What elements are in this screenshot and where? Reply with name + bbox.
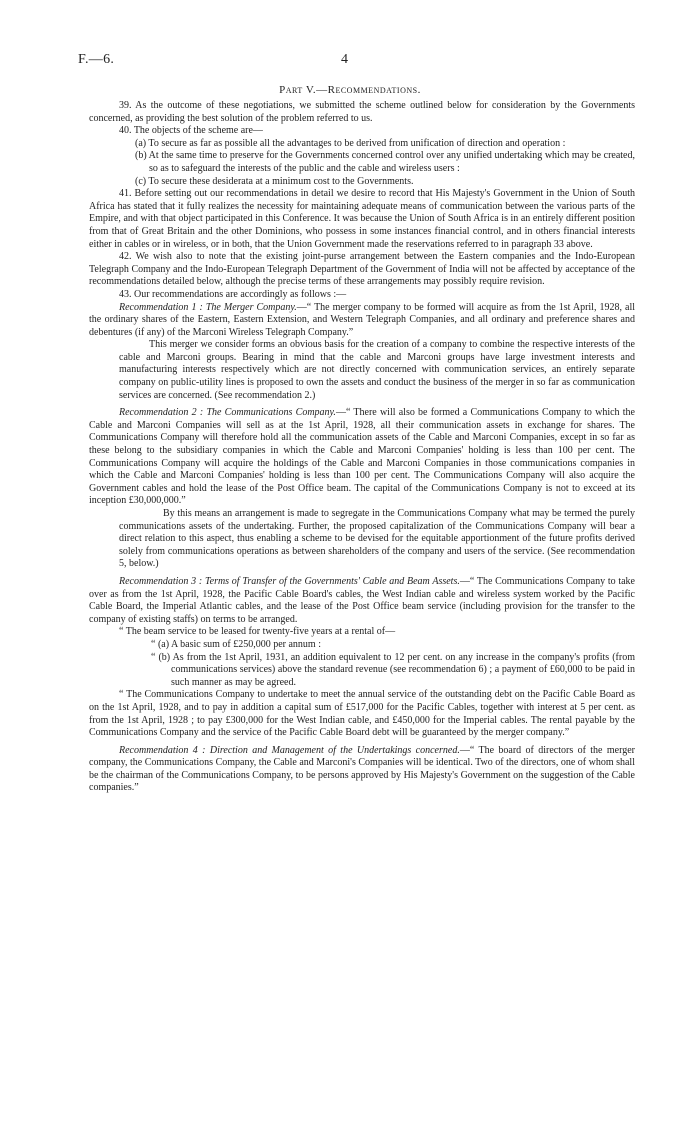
recommendation-2-text: —“ There will also be formed a Communications Company to which the Cable and Marconi Companies will sell as at the 1st April, 1928, all their communication assets in exchange for shares. The Communications Company will therefore hold all the communication assets of the Cable and Marconi Companies, except in so far as these belong to the subsidiary companies in which the Cable and Marconi Companies' holding is less than 100 per cent. The Communications Company will acquire the holdings of the Cable and Marconi Companies in those communications companies in which the Cable and Marconi Companies' holding is less than 100 per cent. The Communications Company will also acquire the Government cables and hold the lease of the Post Office beam. The capital of the Communications Company is not to exceed at its inception £30,000,000.”	[89, 407, 635, 507]
list-item: “ (b) As from the 1st April, 1931, an addition equivalent to 12 per cent. on any increase in the company's profits (from communications services) above the standard revenue (see recommendation 6) ; a payment of £60,000 to be paid in such manner as may be agreed.	[151, 651, 635, 688]
paper-reference: F.—6.	[78, 52, 115, 67]
recommendation-1-label: Recommendation 1 :	[119, 301, 203, 313]
recommendation-4-text: —“ The board of directors of the merger company, the Communications Company, the Cable and Marconi's Companies will be identical. Two of the directors, one of whom shall be the chairman of the Communications Company, to be persons approved by His Majesty's Government on the suggestion of the Cable companies.”	[89, 744, 635, 794]
objects-list	[89, 138, 635, 188]
recommendation-3	[89, 576, 635, 626]
recommendation-3-title: Terms of Transfer of the Governments' Cable and Beam Assets.	[204, 575, 460, 587]
list-item: “ (a) A basic sum of £250,000 per annum :	[151, 638, 321, 650]
paragraph-41: 41. Before setting out our recommendations in detail we desire to record that His Majesty's Government in the Union of South Africa has stated that it fully realizes the necessity for maintaining adequate means of communication between the various parts of the Empire, and with that object participated in this Conference. It was because the Union of South Africa is in an entirely different position from that of Great Britain and the other Dominions, who possess in some instances financial control, and in others financial interests either in cables or in wireless, or in both, that the Union Government made the reservations referred to in paragraph 33 above.	[89, 188, 635, 250]
recommendation-2	[89, 407, 635, 508]
recommendation-4-label: Recommendation 4 :	[119, 744, 206, 756]
recommendation-2-label: Recommendation 2 :	[119, 407, 204, 419]
paragraph-39: 39. As the outcome of these negotiations, we submitted the scheme outlined below for consideration by the Governments concerned, as providing the best solution of the problem referred to us.	[89, 100, 635, 124]
paragraph-43: 43. Our recommendations are accordingly as follows :—	[119, 288, 347, 300]
recommendation-4-title: Direction and Management of the Undertakings concerned.	[209, 744, 460, 756]
recommendation-1-title: The Merger Company.	[205, 301, 297, 313]
document-body	[89, 100, 635, 795]
part-heading: Part V.—Recommendations.	[279, 84, 421, 96]
recommendation-3-text: —“ The Communications Company to take over as from the 1st April, 1928, the Pacific Cable Board's cables, the West Indian cable and wireless system worked by the Pacific Cable Board, the Imperial Atlantic cables, and the lease of the Post Office beam service (including provision for the transfer to the company of existing staffs) on terms to be arranged.	[89, 575, 635, 625]
beam-service-intro: “ The beam service to be leased for twenty-five years at a rental of—	[119, 626, 396, 638]
recommendation-1-text: —“ The merger company to be formed will acquire as from the 1st April, 1928, all the ordinary shares of the Eastern, Eastern Extension, and Western Telegraph Companies, and all ordinary and preference shares and debentures (if any) of the Marconi Wireless Telegraph Company.”	[89, 301, 636, 338]
recommendation-3-label: Recommendation 3 :	[119, 575, 203, 587]
list-item: (a) To secure as far as possible all the advantages to be derived from unification of direction and operation :	[135, 137, 566, 149]
recommendation-2-comment: By this means an arrangement is made to segregate in the Communications Company what may be termed the purely communications assets of the undertaking. Further, the proposed capitalization of the Communications Company will bear a direct relation to this aspect, thus enabling a scheme to be devised for the equitable apportionment of the future profits derived solely from communications operations as between shareholders of the company and users of the service. (See recommendation 5, below.)	[119, 508, 635, 570]
recommendation-1	[89, 302, 635, 340]
beam-rental-list	[89, 639, 635, 689]
list-item: (b) At the same time to preserve for the Governments concerned control over any unified undertaking which may be created, so as to safeguard the interests of the public and the cable and wireless users :	[135, 150, 635, 174]
recommendation-1-comment: This merger we consider forms an obvious basis for the creation of a company to combine the respective interests of the cable and Marconi groups. Bearing in mind that the cable and Marconi groups have large investment interests and manufacturing interests respectively which are not directly concerned with communication services, an entirely separate company on public-utility lines is proposed to own the assets and conduct the business of the merger in so far as communication services are concerned. (See recommendation 2.)	[119, 339, 635, 401]
pacific-debt-paragraph: “ The Communications Company to undertake to meet the annual service of the outstanding debt on the Pacific Cable Board as on the 1st April, 1928, and to pay in addition a capital sum of £517,000 for the Pacific Cables, together with interest at 5 per cent. as from the 1st April, 1928 ; to pay £300,000 for the West Indian cable, and £450,000 for the Imperial cables. The rental payable by the Communications Company and the service of the Pacific Cable Board debt will be guaranteed by the merger company.”	[89, 689, 635, 739]
paragraph-42: 42. We wish also to note that the existing joint-purse arrangement between the Eastern companies and the Indo-European Telegraph Company and the Indo-European Telegraph Department of the Government of India will not be affected by acceptance of the recommendations detailed below, although the precise terms of these arrangements may possibly require revision.	[89, 251, 635, 288]
recommendation-4	[89, 745, 635, 795]
paragraph-40-intro: 40. The objects of the scheme are—	[119, 125, 263, 137]
list-item: (c) To secure these desiderata at a minimum cost to the Governments.	[135, 175, 414, 187]
recommendation-2-title: The Communications Company.	[206, 407, 336, 419]
page-number: 4	[341, 52, 349, 67]
